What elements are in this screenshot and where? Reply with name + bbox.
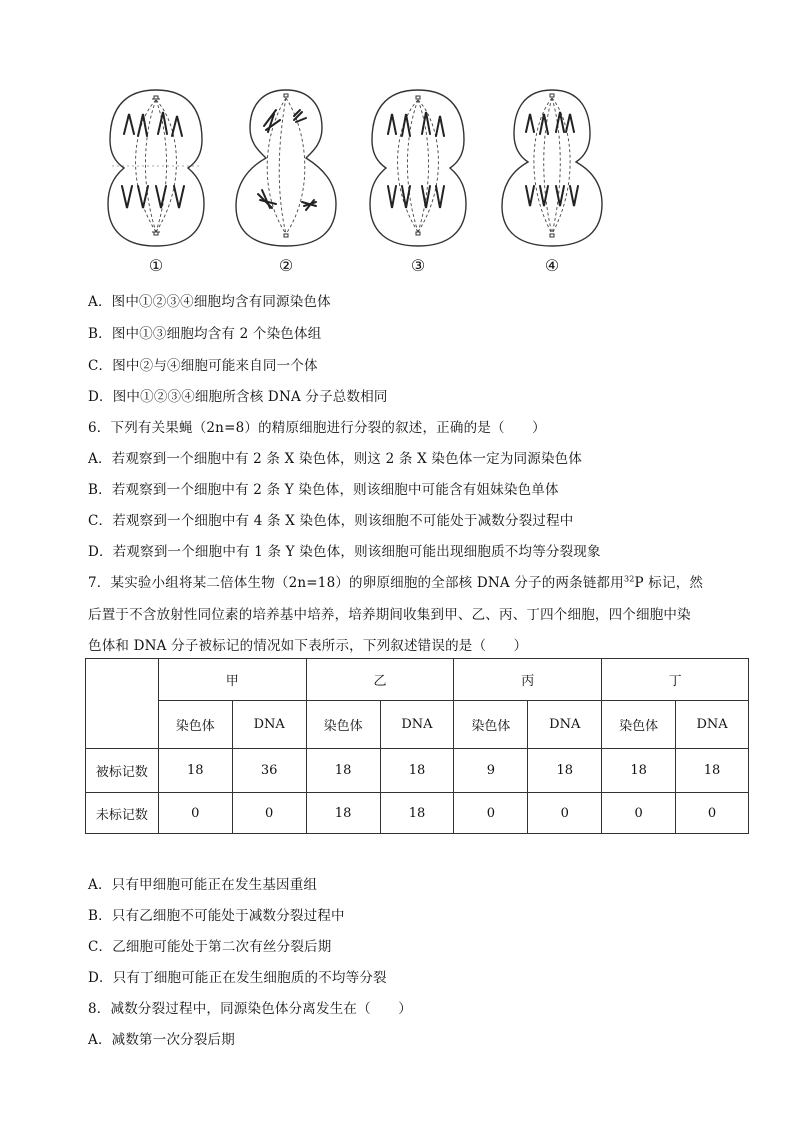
figure-label-4: ④ [544,256,560,275]
table-cell: 0 [232,793,306,834]
table-cell: 18 [380,749,454,793]
q5-option-a: A．图中①②③④细胞均含有同源染色体 [88,294,331,310]
table-subheader: DNA [528,701,602,749]
cell-1-drawing [104,82,208,252]
q6-option-b: B．若观察到一个细胞中有 2 条 Y 染色体，则该细胞中可能含有姐妹染色单体 [88,482,559,498]
q7-isotope-mass: 32 [623,574,635,584]
table-subheader: 染色体 [158,701,232,749]
q6-option-c: C．若观察到一个细胞中有 4 条 X 染色体，则该细胞不可能处于减数分裂过程中 [88,513,574,529]
q7-stem-part-b: P 标记，然 [634,575,704,591]
q7-option-d: D．只有丁细胞可能正在发生细胞质的不均等分裂 [88,970,387,986]
table-subheader-row [86,701,749,749]
table-cell: 18 [158,749,232,793]
figure-label-3: ③ [410,256,426,275]
table-cell: 0 [528,793,602,834]
table-group-header-row [86,659,749,701]
table-cell: 18 [306,793,380,834]
table-cell: 0 [158,793,232,834]
table-cell: 18 [528,749,602,793]
q7-stem-line-1 [88,571,703,591]
q7-option-b: B．只有乙细胞不可能处于减数分裂过程中 [88,908,345,924]
q7-stem-part-a: 7．某实验小组将某二倍体生物（2n=18）的卵原细胞的全部核 DNA 分子的两条链都用 [88,575,624,591]
table-cell: 18 [380,793,454,834]
table-subheader: 染色体 [602,701,676,749]
cell-figure-2 [234,82,338,278]
table-cell: 18 [676,749,749,793]
table-group-header: 丁 [602,659,749,701]
q6-stem: 6．下列有关果蝇（2n=8）的精原细胞进行分裂的叙述，正确的是（ ） [88,420,546,436]
cell-3-drawing [366,82,470,252]
table-cell: 0 [454,793,528,834]
cell-4-drawing [500,82,604,252]
q5-option-b: B．图中①③细胞均含有 2 个染色体组 [88,326,322,342]
figure-label-2: ② [278,256,294,275]
table-subheader: 染色体 [454,701,528,749]
q5-option-d: D．图中①②③④细胞所含核 DNA 分子总数相同 [88,389,388,405]
table-row-label: 被标记数 [86,749,159,793]
table-cell: 18 [306,749,380,793]
q6-option-d: D．若观察到一个细胞中有 1 条 Y 染色体，则该细胞可能出现细胞质不均等分裂现象 [88,544,601,560]
table-subheader: DNA [380,701,454,749]
table-row-label: 未标记数 [86,793,159,834]
q8-option-a: A．减数第一次分裂后期 [88,1032,235,1048]
cell-figure-3 [366,82,470,278]
table-row [86,749,749,793]
table-group-header: 丙 [454,659,602,701]
table-group-header: 乙 [306,659,454,701]
table-row [86,793,749,834]
cell-figure-1 [104,82,208,278]
q5-option-c: C．图中②与④细胞可能来自同一个体 [88,358,318,374]
table-cell: 18 [602,749,676,793]
q7-stem-line-2: 后置于不含放射性同位素的培养基中培养，培养期间收集到甲、乙、丙、丁四个细胞，四个细胞中染 [88,607,691,623]
cell-division-figure [96,82,616,278]
table-cell: 0 [676,793,749,834]
figure-label-1: ① [148,256,164,275]
table-cell: 36 [232,749,306,793]
q7-option-a: A．只有甲细胞可能正在发生基因重组 [88,877,318,893]
table-corner-cell [86,659,159,749]
cell-figure-4 [500,82,604,278]
table-subheader: DNA [676,701,749,749]
table-subheader: DNA [232,701,306,749]
table-group-header: 甲 [158,659,306,701]
table-cell: 9 [454,749,528,793]
cell-2-drawing [234,82,338,252]
q7-option-c: C．乙细胞可能处于第二次有丝分裂后期 [88,939,332,955]
q7-stem-line-3: 色体和 DNA 分子被标记的情况如下表所示，下列叙述错误的是（ ） [88,638,528,654]
table-subheader: 染色体 [306,701,380,749]
q6-option-a: A．若观察到一个细胞中有 2 条 X 染色体，则这 2 条 X 染色体一定为同源染色体 [88,451,583,467]
q8-stem: 8．减数分裂过程中，同源染色体分离发生在（ ） [88,1001,412,1017]
label-count-table [85,658,749,834]
table-cell: 0 [602,793,676,834]
